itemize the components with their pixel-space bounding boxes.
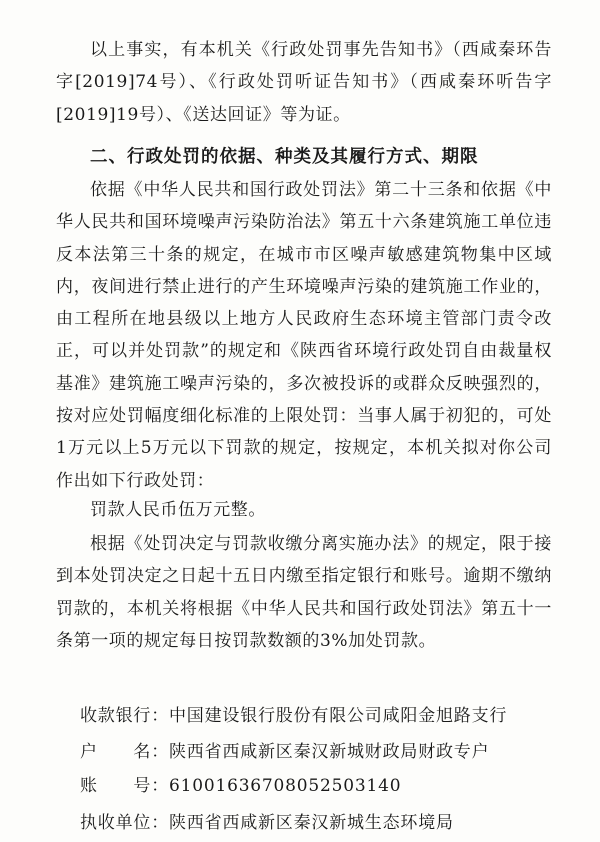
account-number-label: 账 号： (80, 776, 169, 796)
section-heading: 二、行政处罚的依据、种类及其履行方式、期限 (90, 147, 479, 167)
bank-label: 收款银行： (80, 706, 169, 726)
account-number-row (80, 771, 401, 796)
penalty-paragraph: 罚款人民币伍万元整。 (90, 500, 266, 520)
bank-value: 中国建设银行股份有限公司咸阳金旭路支行 (169, 706, 508, 726)
executor-label: 执收单位： (80, 813, 169, 833)
account-name-value: 陕西省西咸新区秦汉新城财政局财政专户 (169, 742, 490, 762)
account-name-label: 户 名： (80, 742, 169, 762)
legal-basis-paragraph: 依据《中华人民共和国行政处罚法》第二十三条和依据《中华人民共和国环境噪声污染防治法》第五十六条建筑施工单位违反本法第三十条的规定，在城市市区噪声敏感建筑物集中区域内，夜间进行禁止进行的产生环境噪声污染的建筑施工作业的，由工程所在地县级以上地方人民政府生态环境主管部门责令改正，可以并处罚款”的规定和《陕西省环境行政处罚自由裁量权基准》建筑施工噪声污染的，多次被投诉的或群众反映强烈的，按对应处罚幅度细化标准的上限处罚：当事人属于初犯的，可处1万元以上5万元以下罚款的规定，按规定，本机关拟对你公司作出如下行政处罚： (56, 180, 552, 491)
executor-row (80, 808, 454, 833)
account-name-row (80, 737, 489, 762)
evidence-paragraph: 以上事实，有本机关《行政处罚事先告知书》（西咸秦环告字[2019]74号）、《行政处罚听证告知书》（西咸秦环听告字[2019]19号）、《送达回证》等为证。 (56, 40, 552, 125)
bank-row (80, 701, 507, 726)
executor-value: 陕西省西咸新区秦汉新城生态环境局 (169, 813, 454, 833)
payment-terms-paragraph: 根据《处罚决定与罚款收缴分离实施办法》的规定，限于接到本处罚决定之日起十五日内缴至指定银行和账号。逾期不缴纳罚款的，本机关将根据《中华人民共和国行政处罚法》第五十一条第一项的规定每日按罚款数额的3%加处罚款。 (56, 534, 552, 651)
account-number-value: 61001636708052503140 (169, 776, 402, 796)
